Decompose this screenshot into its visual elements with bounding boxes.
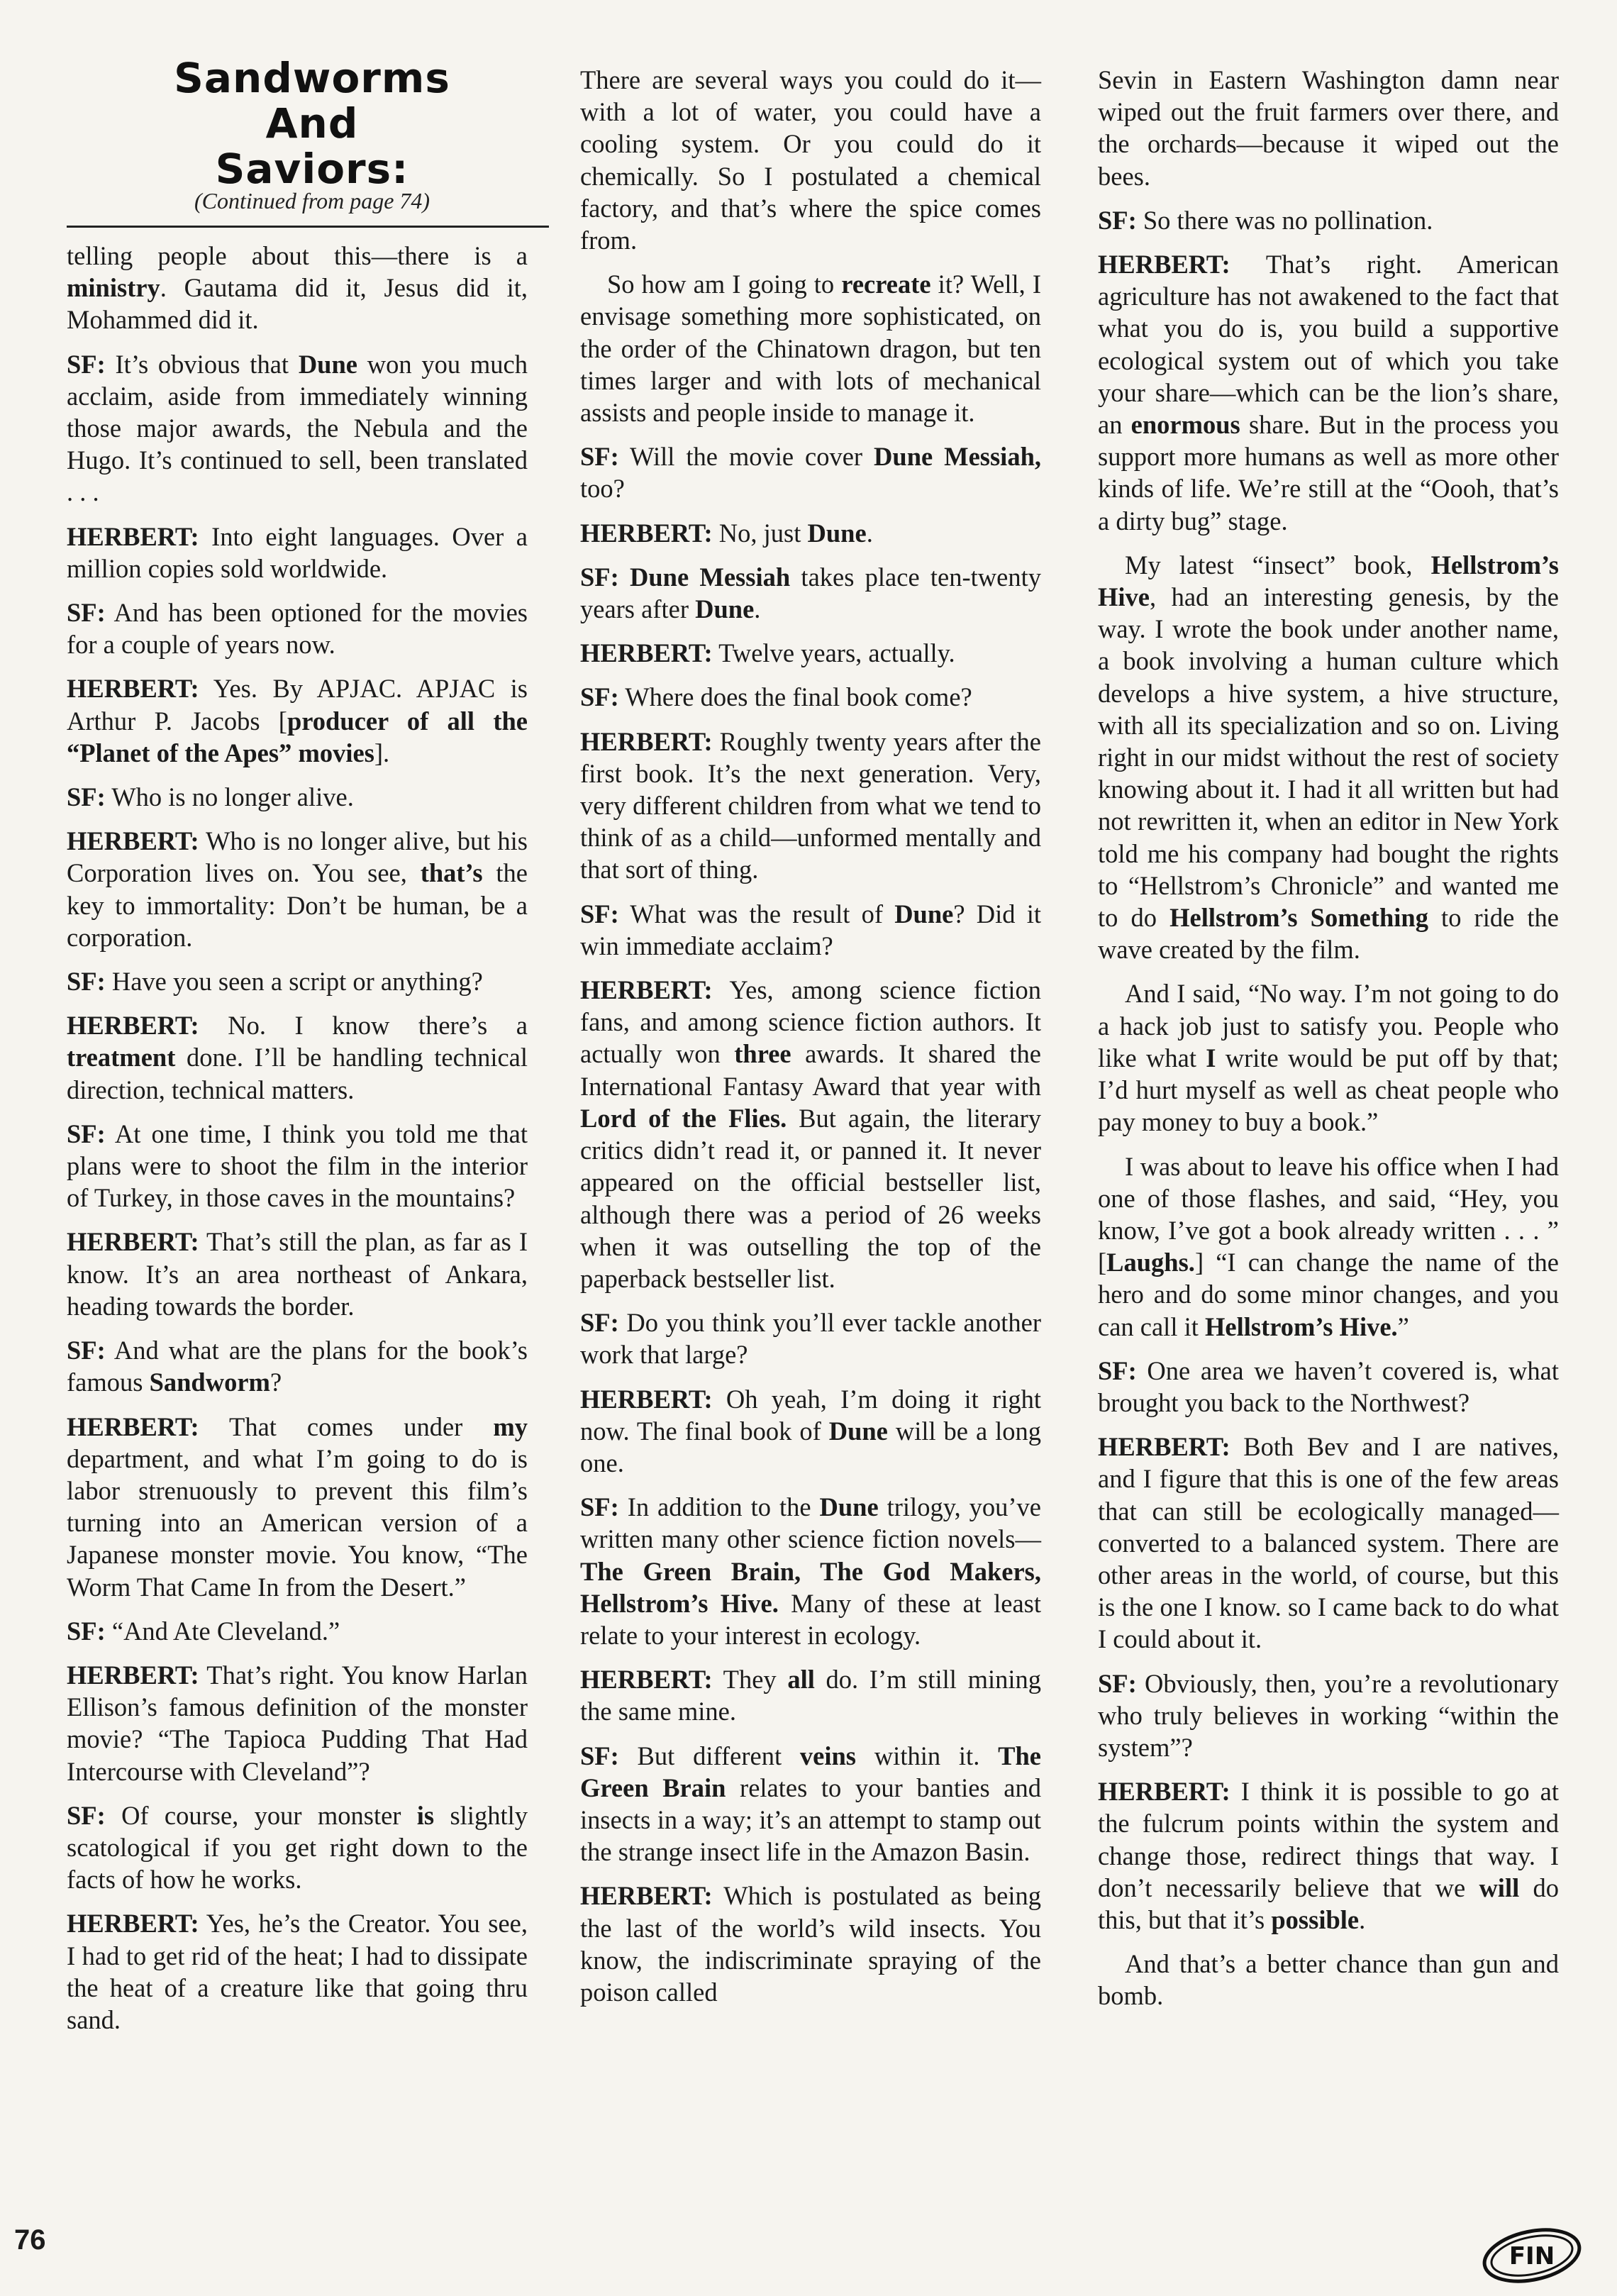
paragraph: HERBERT: Yes, among science fiction fans, and among science fiction authors. It actually won three awards. It shared the International Fantasy Award that year with Lord of the Flies. But again, the literary critics didn’t read it, or panned it. It never appeared on the official bestseller list, although there was a period of 26 weeks when it was outselling the top of the paperback bestseller list.	[580, 975, 1041, 1293]
text-column-3	[1098, 64, 1559, 2024]
headline-line-1: Sandworms	[174, 54, 450, 102]
paragraph: HERBERT: No, just Dune.	[580, 518, 873, 548]
paragraph: SF: “And Ate Cleveland.”	[67, 1616, 340, 1646]
paragraph: HERBERT: That’s right. You know Harlan Ellison’s famous definition of the monster movie? “The Tapioca Pudding That Had Intercourse with Cleveland”?	[67, 1660, 528, 1786]
paragraph: SF: So there was no pollination.	[1098, 205, 1433, 235]
fin-end-mark	[1479, 2226, 1585, 2285]
paragraph: HERBERT: Yes, he’s the Creator. You see, I had to get rid of the heat; I had to dissipate the heat of a creature like that going thru sand.	[67, 1909, 528, 2034]
paragraph: HERBERT: Twelve years, actually.	[580, 638, 955, 668]
fin-label: FIN	[1508, 2242, 1555, 2270]
paragraph: HERBERT: That’s right. American agriculture has not awakened to the fact that what you do is, you build a supportive ecological system out of which you take your share—which can be the lion’s share, an enormous share. But in the process you support more humans as well as more other kinds of life. We’re still at the “Oooh, that’s a dirty bug” stage.	[1098, 250, 1559, 536]
paragraph: My latest “insect” book, Hellstrom’s Hive, had an interesting genesis, by the way. I wrote the book under another name, a book involving a human culture which develops a hive system, a hive structure, with all its specialization and so on. Living right in our midst without the rest of society knowing about it. I had it all written but had not rewritten it, when an editor in New York told me his company had bought the rights to “Hellstrom’s Chronicle” and wanted me to do Hellstrom’s Something to ride the wave created by the film.	[1098, 550, 1559, 965]
paragraph: SF: Obviously, then, you’re a revolutionary who truly believes in working “within the system”?	[1098, 1668, 1559, 1762]
paragraph: HERBERT: Who is no longer alive, but his Corporation lives on. You see, that’s the key to immortality: Don’t be human, be a corporation.	[67, 826, 528, 952]
paragraph: SF: Have you seen a script or anything?	[67, 967, 483, 997]
article-headline	[85, 55, 539, 192]
text-column-1	[67, 240, 528, 2048]
paragraph: HERBERT: Oh yeah, I’m doing it right now. The final book of Dune will be a long one.	[580, 1384, 1041, 1477]
headline-divider	[67, 226, 549, 228]
paragraph: SF: Do you think you’ll ever tackle another work that large?	[580, 1308, 1041, 1370]
paragraph: SF: At one time, I think you told me that plans were to shoot the film in the interior of Turkey, in those caves in the mountains?	[67, 1119, 528, 1213]
paragraph: There are several ways you could do it—with a lot of water, you could have a cooling system. Or you could do it chemically. So I postulated a chemical factory, and that’s where the spice comes from.	[580, 65, 1041, 255]
page-number: 76	[14, 2224, 46, 2256]
paragraph: SF: It’s obvious that Dune won you much acclaim, aside from immediately winning those major awards, the Nebula and the Hugo. It’s continued to sell, been translated . . .	[67, 349, 528, 507]
paragraph: HERBERT: No. I know there’s a treatment done. I’ll be handling technical direction, technical matters.	[67, 1011, 528, 1104]
paragraph: HERBERT: Roughly twenty years after the first book. It’s the next generation. Very, very different children from what we tend to think of as a child—unformed mentally and that sort of thing.	[580, 726, 1041, 884]
paragraph: HERBERT: They all do. I’m still mining the same mine.	[580, 1665, 1041, 1726]
paragraph: HERBERT: That comes under my department, and what I’m going to do is labor strenuously to prevent this film’s turning into an American version of a Japanese monster movie. You know, “The Worm That Came In from the Desert.”	[67, 1412, 528, 1602]
continued-from-note: (Continued from page 74)	[194, 188, 430, 213]
paragraph: SF: What was the result of Dune? Did it win immediate acclaim?	[580, 899, 1042, 960]
paragraph: SF: Will the movie cover Dune Messiah, too?	[580, 442, 1041, 504]
paragraph: SF: And what are the plans for the book’s famous Sandworm?	[67, 1336, 528, 1397]
paragraph: SF: Of course, your monster is slightly scatological if you get right down to the facts of how he works.	[67, 1800, 528, 1895]
paragraph: SF: Where does the final book come?	[580, 682, 972, 712]
paragraph: SF: Dune Messiah takes place ten-twenty years after Dune.	[580, 562, 1041, 624]
paragraph: HERBERT: Which is postulated as being the last of the world’s wild insects. You know, the indiscriminate spraying of the poison called	[580, 1881, 1041, 2007]
paragraph: HERBERT: That’s still the plan, as far as I know. It’s an area northeast of Ankara, heading towards the border.	[67, 1227, 528, 1321]
paragraph: I was about to leave his office when I had one of those flashes, and said, “Hey, you know, I’ve got a book already written . . . ” [Laughs.] “I can change the name of the hero and do some minor changes, and you can call it Hellstrom’s Hive.”	[1098, 1151, 1559, 1341]
paragraph: SF: In addition to the Dune trilogy, you’ve written many other science fiction novels—The Green Brain, The God Makers, Hellstrom’s Hive. Many of these at least relate to your interest in ecology.	[580, 1492, 1042, 1650]
paragraph: SF: But different veins within it. The Green Brain relates to your banties and insects in a way; it’s an attempt to stamp out the strange insect life in the Amazon Basin.	[580, 1741, 1041, 1867]
paragraph: And that’s a better chance than gun and bomb.	[1098, 1949, 1559, 2011]
paragraph: HERBERT: Into eight languages. Over a million copies sold worldwide.	[67, 521, 528, 583]
paragraph: telling people about this—there is a ministry. Gautama did it, Jesus did it, Mohammed did it.	[67, 241, 528, 335]
paragraph: And I said, “No way. I’m not going to do a hack job just to satisfy you. People who like what I write would be put off by that; I’d hurt myself as well as cheat people who pay money to buy a book.”	[1098, 979, 1559, 1137]
paragraph: SF: Who is no longer alive.	[67, 782, 354, 812]
paragraph: So how am I going to recreate it? Well, I envisage something more sophisticated, on the order of the Chinatown dragon, but ten times larger and with lots of mechanical assists and people inside to manage it.	[580, 270, 1041, 428]
headline-line-3: Saviors:	[215, 145, 409, 193]
paragraph: SF: And has been optioned for the movies for a couple of years now.	[67, 598, 528, 660]
paragraph: HERBERT: Both Bev and I are natives, and I figure that this is one of the few areas that can still be ecologically managed—converted to a balanced system. There are other areas in the world, of course, but this is the one I know. so I came back to do what I could about it.	[1098, 1432, 1559, 1654]
text-column-2	[580, 64, 1041, 2020]
paragraph: SF: One area we haven’t covered is, what brought you back to the Northwest?	[1098, 1355, 1559, 1417]
paragraph: HERBERT: Yes. By APJAC. APJAC is Arthur P. Jacobs [producer of all the “Planet of the Apes” movies].	[67, 674, 528, 767]
headline-line-2: And	[265, 99, 359, 148]
paragraph: Sevin in Eastern Washington damn near wiped out the fruit farmers over there, and the orchards—because it wiped out the bees.	[1098, 65, 1559, 191]
paragraph: HERBERT: I think it is possible to go at the fulcrum points within the system and change those, redirect things that way. I don’t necessarily believe that we will do this, but that it’s possible.	[1098, 1777, 1559, 1934]
